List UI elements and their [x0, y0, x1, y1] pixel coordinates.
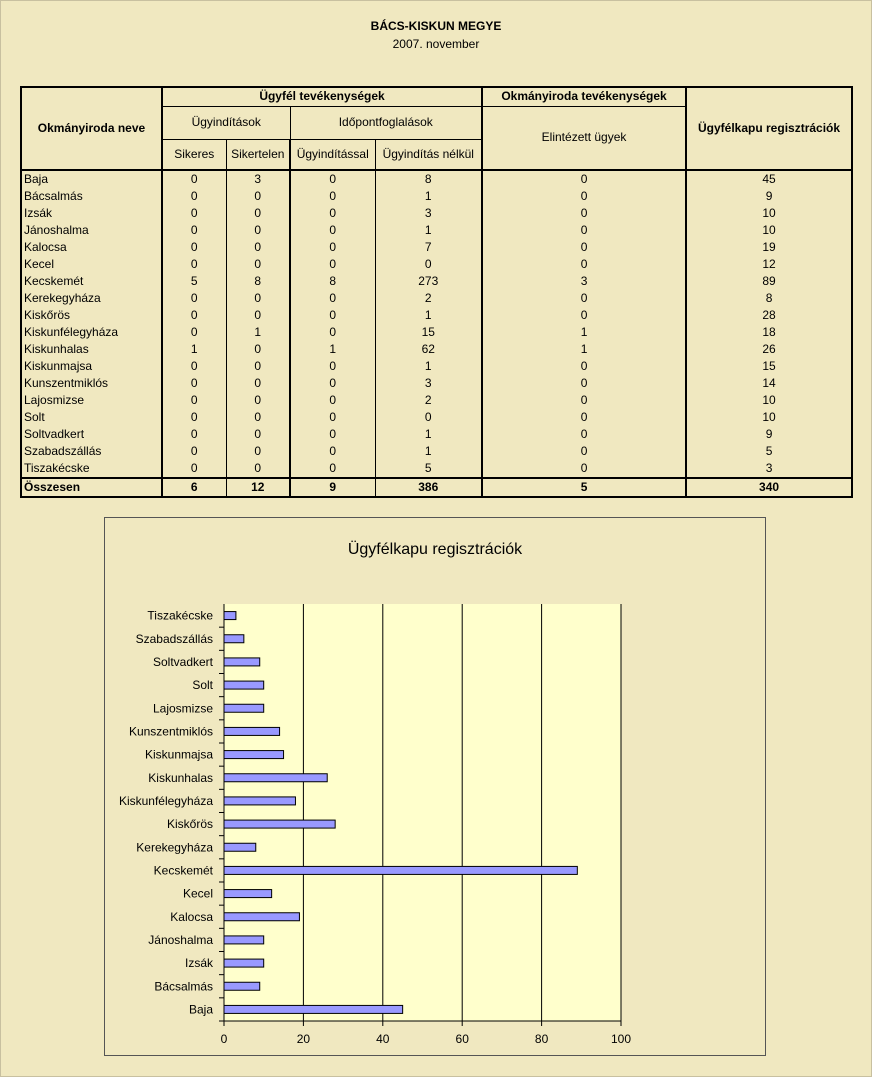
cell-completed: 0 [482, 443, 686, 460]
table-row [21, 443, 852, 460]
table-row [21, 460, 852, 478]
cell-successful: 0 [162, 170, 226, 188]
cell-unsuccessful: 0 [226, 290, 290, 307]
cell-completed: 0 [482, 426, 686, 443]
bar-izsák [224, 959, 264, 967]
cell-without-initiation: 15 [375, 324, 482, 341]
cell-portal-registrations: 5 [686, 443, 852, 460]
header-office-activities: Okmányiroda tevékenységek [482, 87, 686, 106]
table-row [21, 222, 852, 239]
cell-unsuccessful: 1 [226, 324, 290, 341]
cell-unsuccessful: 0 [226, 307, 290, 324]
table-row [21, 392, 852, 409]
table-row [21, 409, 852, 426]
x-tick-label: 60 [455, 1032, 469, 1046]
cell-portal-registrations: 19 [686, 239, 852, 256]
category-label: Kiskőrös [166, 817, 213, 832]
cell-completed: 0 [482, 256, 686, 273]
cell-unsuccessful: 0 [226, 188, 290, 205]
table-row [21, 188, 852, 205]
cell-without-initiation: 62 [375, 341, 482, 358]
page-title: BÁCS-KISKUN MEGYE [370, 19, 502, 33]
cell-with-initiation: 0 [290, 239, 375, 256]
cell-completed: 0 [482, 205, 686, 222]
cell-unsuccessful: 0 [226, 256, 290, 273]
cell-portal-registrations: 10 [686, 392, 852, 409]
cell-successful: 0 [162, 375, 226, 392]
cell-successful: 1 [162, 341, 226, 358]
cell-portal-registrations: 89 [686, 273, 852, 290]
category-label: Szabadszállás [135, 631, 213, 646]
bar-tiszakécske [224, 612, 236, 620]
category-label: Tiszakécske [147, 608, 213, 623]
cell-with-initiation: 0 [290, 358, 375, 375]
cell-with-initiation: 8 [290, 273, 375, 290]
header-completed-cases: Elintézett ügyek [482, 106, 686, 170]
cell-unsuccessful: 0 [226, 443, 290, 460]
table-row [21, 375, 852, 392]
cell-with-initiation: 0 [290, 409, 375, 426]
table-row [21, 170, 852, 188]
cell-portal-registrations: 9 [686, 188, 852, 205]
cell-without-initiation: 3 [375, 375, 482, 392]
cell-with-initiation: 0 [290, 426, 375, 443]
cell-without-initiation: 3 [375, 205, 482, 222]
cell-successful: 0 [162, 205, 226, 222]
cell-completed: 0 [482, 307, 686, 324]
category-label: Soltvadkert [152, 654, 213, 669]
bar-lajosmizse [224, 704, 264, 712]
header-appointments: Időpontfoglalások [290, 106, 482, 139]
x-tick-label: 40 [376, 1032, 390, 1046]
cell-successful: 0 [162, 239, 226, 256]
category-label: Jánoshalma [148, 932, 213, 947]
cell-without-initiation: 0 [375, 256, 482, 273]
cell-office-name: Izsák [21, 205, 162, 222]
cell-successful: 0 [162, 188, 226, 205]
cell-unsuccessful: 0 [226, 222, 290, 239]
header-successful: Sikeres [162, 139, 226, 170]
x-tick-label: 0 [220, 1032, 228, 1046]
header-without-initiation: Ügyindítás nélkül [375, 139, 482, 170]
header-portal-registrations: Ügyfélkapu regisztrációk [686, 87, 852, 170]
cell-completed: 0 [482, 170, 686, 188]
cell-completed: 0 [482, 290, 686, 307]
cell-successful: 0 [162, 409, 226, 426]
cell-completed: 0 [482, 188, 686, 205]
category-label: Baja [188, 1002, 213, 1017]
cell-office-name: Baja [21, 170, 162, 188]
cell-unsuccessful: 0 [226, 392, 290, 409]
category-label: Kiskunfélegyháza [118, 793, 213, 808]
cell-office-name: Jánoshalma [21, 222, 162, 239]
cell-portal-registrations: 9 [686, 426, 852, 443]
total-with-initiation: 9 [290, 478, 375, 497]
cell-without-initiation: 0 [375, 409, 482, 426]
cell-without-initiation: 1 [375, 188, 482, 205]
bar-kecel [224, 890, 272, 898]
cell-unsuccessful: 0 [226, 239, 290, 256]
cell-completed: 3 [482, 273, 686, 290]
cell-without-initiation: 8 [375, 170, 482, 188]
cell-without-initiation: 5 [375, 460, 482, 478]
cell-unsuccessful: 0 [226, 205, 290, 222]
cell-successful: 0 [162, 290, 226, 307]
cell-completed: 0 [482, 358, 686, 375]
cell-completed: 1 [482, 341, 686, 358]
cell-office-name: Kecskemét [21, 273, 162, 290]
cell-without-initiation: 1 [375, 222, 482, 239]
cell-portal-registrations: 10 [686, 222, 852, 239]
cell-with-initiation: 0 [290, 307, 375, 324]
cell-with-initiation: 0 [290, 443, 375, 460]
cell-office-name: Solt [21, 409, 162, 426]
plot-area [224, 604, 621, 1021]
cell-with-initiation: 0 [290, 392, 375, 409]
cell-without-initiation: 1 [375, 426, 482, 443]
table-row [21, 256, 852, 273]
x-tick-label: 100 [610, 1032, 632, 1046]
cell-office-name: Szabadszállás [21, 443, 162, 460]
chart-title: Ügyfélkapu regisztrációk [347, 541, 523, 558]
table-row [21, 239, 852, 256]
total-completed: 5 [482, 478, 686, 497]
total-portal-registrations: 340 [686, 478, 852, 497]
header-client-activities: Ügyfél tevékenységek [162, 87, 482, 106]
cell-completed: 0 [482, 222, 686, 239]
cell-unsuccessful: 8 [226, 273, 290, 290]
cell-completed: 0 [482, 239, 686, 256]
bar-soltvadkert [224, 658, 260, 666]
category-label: Kiskunhalas [148, 770, 213, 785]
cell-office-name: Tiszakécske [21, 460, 162, 478]
page-subtitle: 2007. november [392, 37, 480, 51]
cell-with-initiation: 0 [290, 205, 375, 222]
bar-solt [224, 681, 264, 689]
cell-with-initiation: 0 [290, 188, 375, 205]
bar-kiskunmajsa [224, 751, 284, 759]
cell-office-name: Kiskunmajsa [21, 358, 162, 375]
cell-without-initiation: 2 [375, 290, 482, 307]
header-office-name: Okmányiroda neve [21, 87, 162, 170]
cell-portal-registrations: 14 [686, 375, 852, 392]
cell-unsuccessful: 0 [226, 341, 290, 358]
cell-without-initiation: 2 [375, 392, 482, 409]
cell-without-initiation: 273 [375, 273, 482, 290]
cell-completed: 0 [482, 375, 686, 392]
table-row [21, 205, 852, 222]
chart-svg [105, 518, 765, 1055]
cell-without-initiation: 1 [375, 358, 482, 375]
category-label: Kecskemét [153, 863, 213, 878]
bar-szabadszállás [224, 635, 244, 643]
cell-successful: 0 [162, 392, 226, 409]
cell-successful: 0 [162, 324, 226, 341]
cell-portal-registrations: 18 [686, 324, 852, 341]
statistics-table [20, 86, 853, 498]
cell-portal-registrations: 8 [686, 290, 852, 307]
category-label: Solt [192, 678, 213, 693]
cell-without-initiation: 7 [375, 239, 482, 256]
registrations-chart [104, 517, 766, 1056]
table-row [21, 324, 852, 341]
bar-kiskunhalas [224, 774, 327, 782]
category-label: Bácsalmás [154, 979, 213, 994]
cell-unsuccessful: 0 [226, 375, 290, 392]
bar-jánoshalma [224, 936, 264, 944]
bar-kalocsa [224, 913, 299, 921]
category-label: Lajosmizse [152, 701, 213, 716]
cell-with-initiation: 0 [290, 375, 375, 392]
table-row [21, 307, 852, 324]
cell-with-initiation: 0 [290, 460, 375, 478]
cell-successful: 0 [162, 358, 226, 375]
table-row [21, 273, 852, 290]
total-unsuccessful: 12 [226, 478, 290, 497]
cell-completed: 0 [482, 392, 686, 409]
cell-office-name: Soltvadkert [21, 426, 162, 443]
bar-kiskunfélegyháza [224, 797, 295, 805]
bar-kecskemét [224, 866, 577, 874]
total-successful: 6 [162, 478, 226, 497]
total-office-name: Összesen [21, 478, 162, 497]
bar-baja [224, 1005, 403, 1013]
cell-with-initiation: 0 [290, 290, 375, 307]
total-without-initiation: 386 [375, 478, 482, 497]
cell-successful: 0 [162, 460, 226, 478]
cell-unsuccessful: 3 [226, 170, 290, 188]
cell-successful: 5 [162, 273, 226, 290]
x-tick-label: 20 [296, 1032, 311, 1046]
table-total-row [21, 478, 852, 497]
cell-portal-registrations: 3 [686, 460, 852, 478]
cell-with-initiation: 0 [290, 256, 375, 273]
cell-office-name: Kerekegyháza [21, 290, 162, 307]
cell-portal-registrations: 26 [686, 341, 852, 358]
cell-office-name: Lajosmizse [21, 392, 162, 409]
cell-completed: 0 [482, 460, 686, 478]
bar-kiskőrös [224, 820, 335, 828]
header-with-initiation: Ügyindítással [290, 139, 375, 170]
cell-unsuccessful: 0 [226, 426, 290, 443]
cell-with-initiation: 0 [290, 222, 375, 239]
cell-with-initiation: 1 [290, 341, 375, 358]
category-label: Kunszentmiklós [128, 724, 213, 739]
cell-unsuccessful: 0 [226, 409, 290, 426]
category-label: Kerekegyháza [136, 840, 213, 855]
cell-unsuccessful: 0 [226, 460, 290, 478]
cell-completed: 1 [482, 324, 686, 341]
table-row [21, 341, 852, 358]
category-label: Izsák [184, 956, 213, 971]
cell-successful: 0 [162, 307, 226, 324]
x-tick-label: 80 [534, 1032, 549, 1046]
cell-without-initiation: 1 [375, 307, 482, 324]
cell-portal-registrations: 45 [686, 170, 852, 188]
cell-successful: 0 [162, 426, 226, 443]
cell-with-initiation: 0 [290, 170, 375, 188]
cell-portal-registrations: 28 [686, 307, 852, 324]
cell-successful: 0 [162, 443, 226, 460]
table-row [21, 358, 852, 375]
cell-office-name: Kecel [21, 256, 162, 273]
category-label: Kecel [182, 886, 213, 901]
category-label: Kiskunmajsa [144, 747, 213, 762]
cell-unsuccessful: 0 [226, 358, 290, 375]
cell-office-name: Kiskőrös [21, 307, 162, 324]
cell-office-name: Kiskunfélegyháza [21, 324, 162, 341]
cell-portal-registrations: 15 [686, 358, 852, 375]
cell-office-name: Kunszentmiklós [21, 375, 162, 392]
cell-portal-registrations: 10 [686, 205, 852, 222]
cell-office-name: Kiskunhalas [21, 341, 162, 358]
cell-office-name: Kalocsa [21, 239, 162, 256]
category-label: Kalocsa [170, 909, 213, 924]
header-unsuccessful: Sikertelen [226, 139, 290, 170]
cell-successful: 0 [162, 256, 226, 273]
cell-portal-registrations: 12 [686, 256, 852, 273]
cell-successful: 0 [162, 222, 226, 239]
cell-without-initiation: 1 [375, 443, 482, 460]
cell-with-initiation: 0 [290, 324, 375, 341]
header-case-initiations: Ügyindítások [162, 106, 290, 139]
cell-completed: 0 [482, 409, 686, 426]
table-row [21, 290, 852, 307]
table-row [21, 426, 852, 443]
bar-kerekegyháza [224, 843, 256, 851]
cell-office-name: Bácsalmás [21, 188, 162, 205]
bar-kunszentmiklós [224, 727, 280, 735]
cell-portal-registrations: 10 [686, 409, 852, 426]
bar-bácsalmás [224, 982, 260, 990]
